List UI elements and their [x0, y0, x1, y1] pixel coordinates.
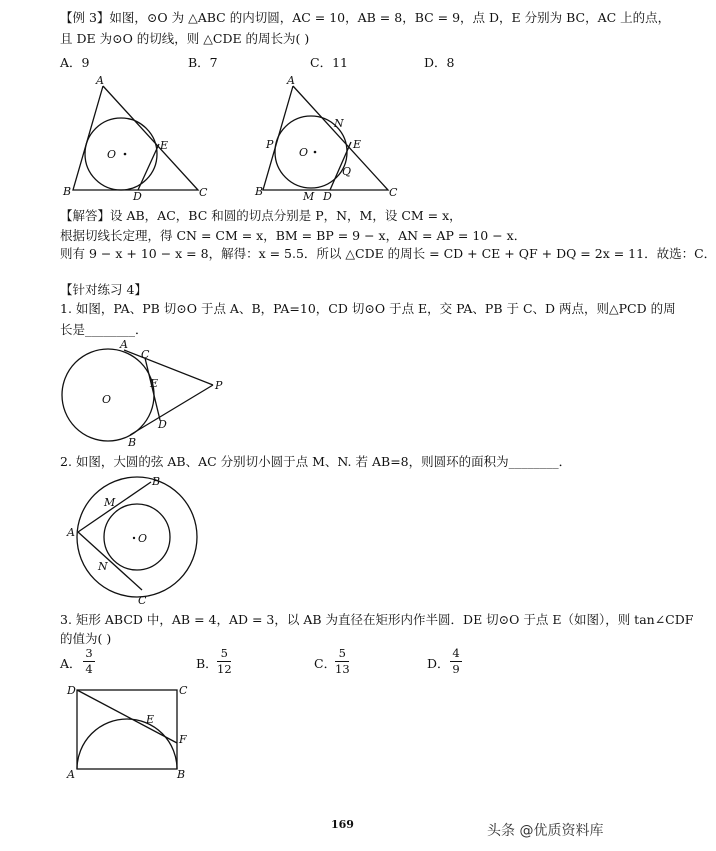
- q3-option-b-denominator: 12: [217, 662, 232, 676]
- q3-option-c-label: C．: [314, 656, 337, 671]
- fig1-label: O: [107, 148, 117, 161]
- q2-label: A: [67, 526, 75, 539]
- fig2-label: D: [323, 190, 332, 203]
- q3-option-a-label: A．: [60, 656, 82, 671]
- q1-label: C: [141, 348, 150, 361]
- q1-label: B: [128, 436, 137, 449]
- q3-label: F: [179, 733, 187, 746]
- fig1-label: B: [63, 185, 72, 198]
- fig1-label: D: [133, 190, 142, 203]
- q2-label: M: [104, 496, 116, 509]
- fig1-label: A: [96, 74, 104, 87]
- q3-option-d-label: D．: [427, 656, 450, 671]
- practice-q2-line1: 2. 如图，大圆的弦 AB、AC 分别切小圆于点 M、N. 若 AB=8，则圆环的面积为________．: [60, 454, 572, 469]
- q2-label: O: [138, 532, 148, 545]
- q3-option-a-fraction: [83, 647, 95, 676]
- fig2-label: O: [299, 146, 309, 159]
- q1-label: P: [215, 379, 223, 392]
- practice-q2-figure: [62, 472, 202, 612]
- page-number: 169: [331, 818, 354, 831]
- q3-label: B: [177, 768, 186, 781]
- q3-option-b-label: B．: [196, 656, 218, 671]
- q3-option-c-numerator: 5: [338, 646, 346, 660]
- q3-option-b-numerator: 5: [220, 646, 228, 660]
- q1-label: O: [102, 393, 112, 406]
- fig2-label: Q: [342, 165, 352, 178]
- example3-figure-1: [55, 72, 215, 202]
- fig1-label: E: [160, 139, 169, 152]
- practice-header: 【针对练习 4】: [60, 282, 147, 297]
- q2-label: N: [98, 560, 108, 573]
- q3-label: D: [67, 684, 76, 697]
- q3-option-d-fraction: [450, 647, 462, 676]
- q2-label: C: [138, 594, 147, 607]
- q3-option-a-numerator: 3: [85, 646, 93, 660]
- q3-option-d-denominator: 9: [452, 662, 460, 676]
- fig2-label: A: [287, 74, 295, 87]
- fig2-label: P: [266, 138, 274, 151]
- fig2-label: C: [389, 186, 398, 199]
- q1-label: E: [150, 377, 159, 390]
- q1-label: A: [120, 338, 128, 351]
- fig2-label: N: [334, 117, 344, 130]
- practice-q1-line2: 长是________．: [60, 322, 148, 337]
- q3-option-c-denominator: 13: [335, 662, 350, 676]
- solution-line2: 根据切线长定理，得 CN = CM = x，BM = BP = 9 − x，AN = AP = 10 − x．: [60, 228, 527, 243]
- q3-label: A: [67, 768, 75, 781]
- watermark: 头条 @优质资料库: [487, 823, 604, 839]
- q1-label: D: [158, 418, 167, 431]
- practice-q3-line1: 3. 矩形 ABCD 中，AB = 4，AD = 3，以 AB 为直径在矩形内作半圆．DE 切⊙O 于点 E（如图），则 tan∠CDF: [60, 612, 694, 627]
- q2-label: B: [152, 475, 161, 488]
- q3-option-d-numerator: 4: [452, 646, 460, 660]
- solution-line1: 【解答】设 AB，AC，BC 和圆的切点分别是 P，N，M，设 CM = x，: [60, 208, 462, 223]
- q3-label: C: [179, 684, 188, 697]
- fig2-label: B: [255, 185, 264, 198]
- fig2-label: E: [353, 138, 362, 151]
- example3-option-c: C．11: [310, 55, 348, 70]
- example3-line2: 且 DE 为⊙O 的切线，则 △CDE 的周长为( ): [60, 31, 310, 46]
- example3-option-a: A．9: [60, 55, 90, 70]
- example3-option-d: D．8: [424, 55, 455, 70]
- practice-q3-figure: [62, 680, 202, 785]
- example3-option-b: B．7: [188, 55, 218, 70]
- practice-q1-figure: [58, 335, 238, 450]
- solution-line3: 则有 9 − x + 10 − x = 8，解得：x = 5.5．所以 △CDE 的周长 = CD + CE + QF + DQ = 2x = 11．故选：C．: [60, 246, 716, 261]
- example3-line1: 【例 3】如图，⊙O 为 △ABC 的内切圆，AC = 10，AB = 8，BC = 9，点 D，E 分别为 BC，AC 上的点，: [60, 10, 671, 25]
- practice-q3-line2: 的值为( ): [60, 631, 112, 646]
- q3-option-b-fraction: [217, 647, 232, 676]
- fig2-label: M: [303, 190, 315, 203]
- q3-option-c-fraction: [335, 647, 350, 676]
- fig1-label: C: [199, 186, 208, 199]
- example3-figure-2: [255, 72, 415, 202]
- q3-label: E: [146, 713, 155, 726]
- q3-option-a-denominator: 4: [85, 662, 93, 676]
- practice-q1-line1: 1. 如图，PA、PB 切⊙O 于点 A、B，PA=10，CD 切⊙O 于点 E，交 PA、PB 于 C、D 两点，则△PCD 的周: [60, 301, 676, 316]
